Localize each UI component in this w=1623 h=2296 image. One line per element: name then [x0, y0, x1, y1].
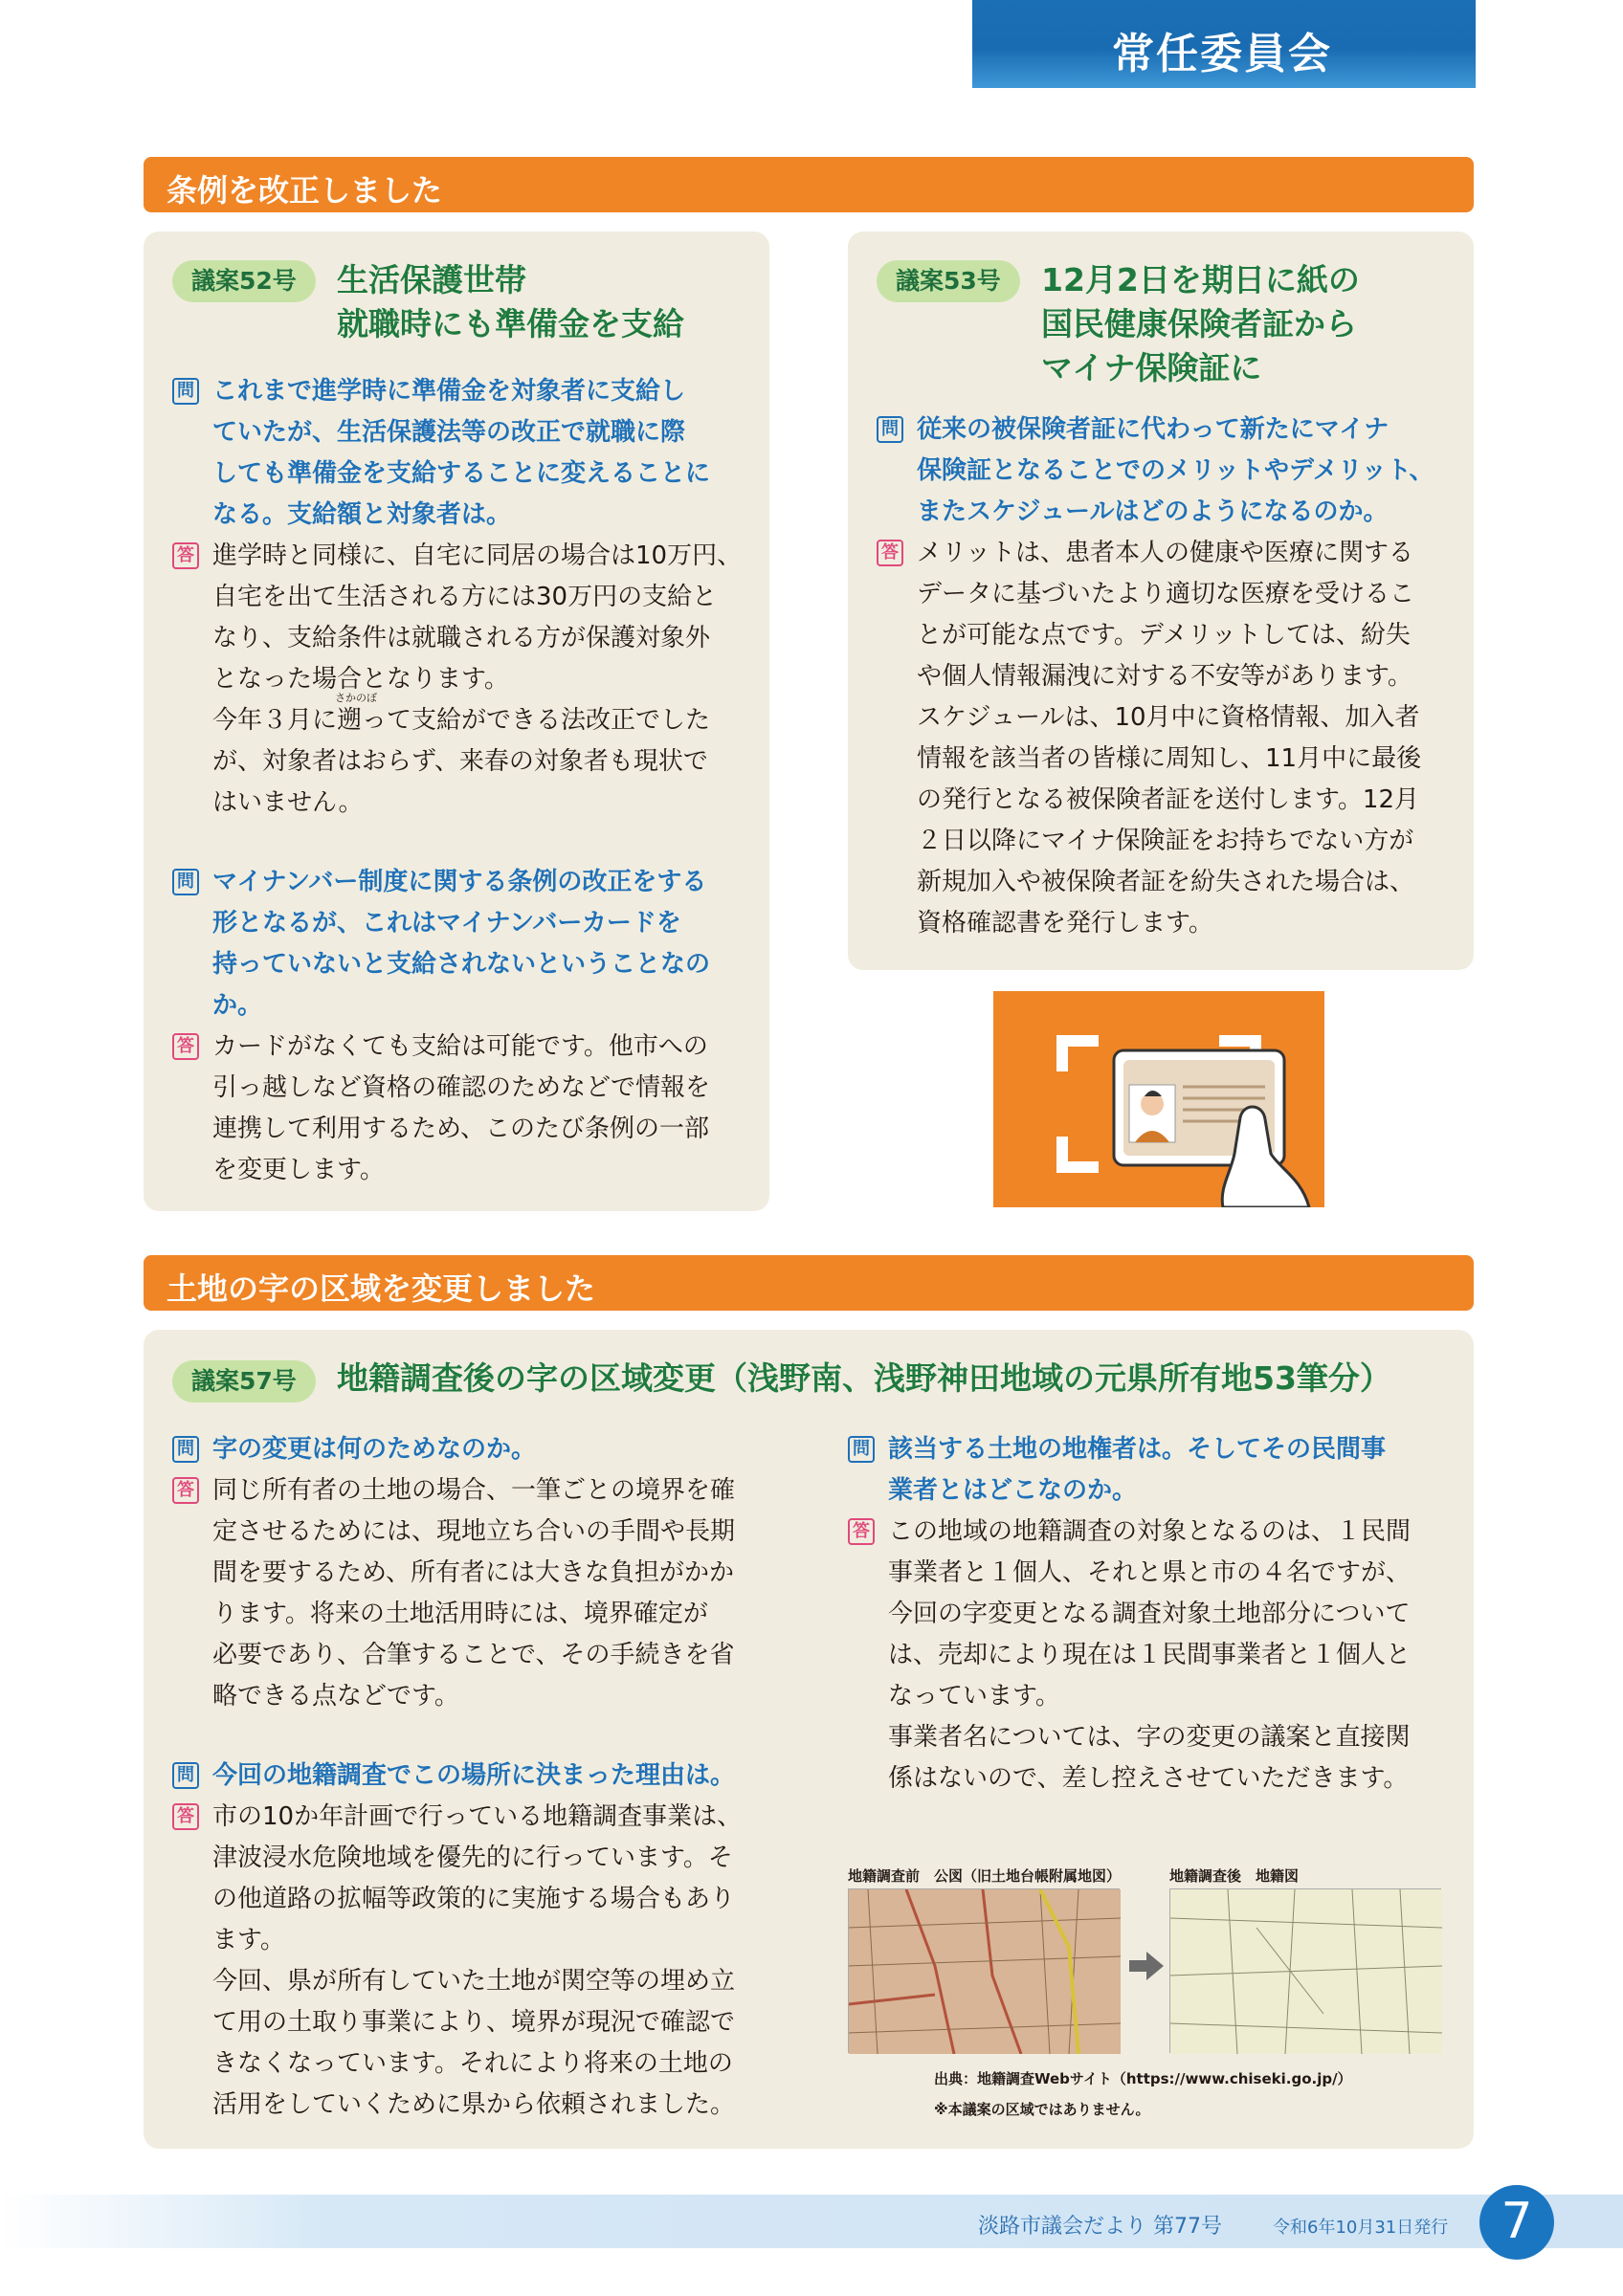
question: 問 字の変更は何のためなのか。 — [172, 1429, 766, 1470]
question-mark-icon: 問 — [172, 869, 199, 895]
section-bar-land — [144, 1255, 1474, 1311]
cadastral-map-after — [1169, 1888, 1441, 2053]
bill-title: 12月2日を期日に紙の 国民健康保険者証から マイナ保険証に — [1041, 261, 1360, 386]
qa-block — [172, 371, 756, 1191]
card-bill-52 — [144, 232, 769, 1211]
answer: 答 市の10か年計画で行っている地籍調査事業は、 津波浸水危険地域を優先的に行っています。そ の他道路の拡幅等政策的に実施する場合もあり ます。 今回、県が所有していた土地が関空等の埋め立 て用の土取り事業により、境界が現況で確認で きなくなっています。それにより将来の土地の 活用をしていくために県から依頼されました。 — [172, 1797, 766, 2126]
bill-badge: 議案52号 — [172, 260, 316, 302]
card-bill-53 — [848, 232, 1474, 970]
answer-mark-icon: 答 — [172, 1803, 199, 1830]
answer: 答 この地域の地籍調査の対象となるのは、１民間 事業者と１個人、それと県と市の４名ですが、 今回の字変更となる調査対象土地部分について は、売却により現在は１民間事業者と１個人と なっています。 事業者名については、字の変更の議案と直接関 係はないので、差し控えさせていただきます。 — [848, 1512, 1451, 1799]
question: 問 マイナンバー制度に関する条例の改正をする 形となるが、これはマイナンバーカードを 持っていないと支給されないということなの か。 — [172, 862, 756, 1027]
page-number: 7 — [1479, 2185, 1554, 2260]
map-source: 出典：地籍調査Webサイト（https://www.chiseki.go.jp/） — [934, 2070, 1352, 2087]
answer: 答 同じ所有者の土地の場合、一筆ごとの境界を確 定させるためには、現地立ち合いの手間や長期 間を要するため、所有者には大きな負担がかか ります。将来の土地活用時には、境界確定が 必要であり、合筆することで、その手続きを省 略できる点などです。 — [172, 1470, 766, 1717]
question-mark-icon: 問 — [172, 1436, 199, 1463]
my-number-card-illustration — [993, 991, 1324, 1207]
question: 問 これまで進学時に準備金を対象者に支給し ていたが、生活保護法等の改正で就職に際 しても準備金を支給することに変えることに なる。支給額と対象者は。 — [172, 371, 756, 536]
bill-title: 地籍調査後の字の区域変更（浅野南、浅野神田地域の元県所有地53筆分） — [337, 1359, 1391, 1397]
answer-mark-icon: 答 — [877, 540, 903, 566]
old-map-image — [849, 1889, 1121, 2054]
issue-date: 令和6年10月31日発行 — [1273, 2218, 1449, 2238]
map-before-caption: 地籍調査前 公図（旧土地台帳附属地図） — [848, 1867, 1122, 1885]
header-tab — [972, 0, 1476, 88]
section-title: 条例を改正しました — [167, 172, 443, 209]
new-map-image — [1170, 1889, 1442, 2054]
question-mark-icon: 問 — [848, 1436, 875, 1463]
question: 問 今回の地籍調査でこの場所に決まった理由は。 — [172, 1755, 766, 1797]
bill-badge: 議案57号 — [172, 1360, 316, 1402]
answer-mark-icon: 答 — [848, 1518, 875, 1545]
question-mark-icon: 問 — [877, 416, 903, 443]
bill-badge: 議案53号 — [877, 260, 1020, 302]
header-title: 常任委員会 — [1112, 30, 1332, 78]
answer: 答 進学時と同様に、自宅に同居の場合は10万円、 自宅を出て生活される方には30万円の支給と なり、支給条件は就職される方が保護対象外 となった場合となります。 さかのぼ 今年３月に遡って支給ができる法改正でした が、対象者はおらず、来春の対象者も現状で はいません。 — [172, 536, 756, 824]
answer-mark-icon: 答 — [172, 542, 199, 569]
question-mark-icon: 問 — [172, 1762, 199, 1789]
question: 問 従来の被保険者証に代わって新たにマイナ 保険証となることでのメリットやデメリット、 またスケジュールはどのようになるのか。 — [877, 409, 1460, 533]
map-note: ※本議案の区域ではありません。 — [934, 2101, 1150, 2118]
card-bill-57 — [144, 1330, 1474, 2149]
publication-name: 淡路市議会だより 第77号 — [978, 2215, 1222, 2239]
answer-mark-icon: 答 — [172, 1477, 199, 1504]
cadastral-map-before — [848, 1888, 1120, 2053]
qa-block — [172, 1429, 766, 2126]
arrow-right-icon — [1129, 1952, 1164, 1980]
section-bar-ordinance — [144, 157, 1474, 212]
bill-title: 生活保護世帯 就職時にも準備金を支給 — [337, 261, 684, 342]
answer-mark-icon: 答 — [172, 1033, 199, 1060]
map-after-caption: 地籍調査後 地籍図 — [1169, 1867, 1300, 1885]
answer: 答 カードがなくても支給は可能です。他市への 引っ越しなど資格の確認のためなどで情報を 連携して利用するため、このたび条例の一部 を変更します。 — [172, 1027, 756, 1191]
question-mark-icon: 問 — [172, 378, 199, 405]
qa-block — [848, 1429, 1451, 1799]
card-scan-icon — [993, 991, 1324, 1207]
section-title: 土地の字の区域を変更しました — [167, 1270, 596, 1307]
question: 問 該当する土地の地権者は。そしてその民間事 業者とはどこなのか。 — [848, 1429, 1451, 1512]
qa-block — [877, 409, 1460, 944]
answer: 答 メリットは、患者本人の健康や医療に関する データに基づいたより適切な医療を受けるこ とが可能な点です。デメリットしては、紛失 や個人情報漏洩に対する不安等があります。 スケジュールは、10月中に資格情報、加入者 情報を該当者の皆様に周知し、11月中に最後 の発行となる被保険者証を送付します。12月 ２日以降にマイナ保険証をお持ちでない方が 新規加入や被保険者証を紛失された場合は、 資格確認書を発行します。 — [877, 533, 1460, 944]
ruby-annotation: さかのぼ — [335, 692, 377, 704]
